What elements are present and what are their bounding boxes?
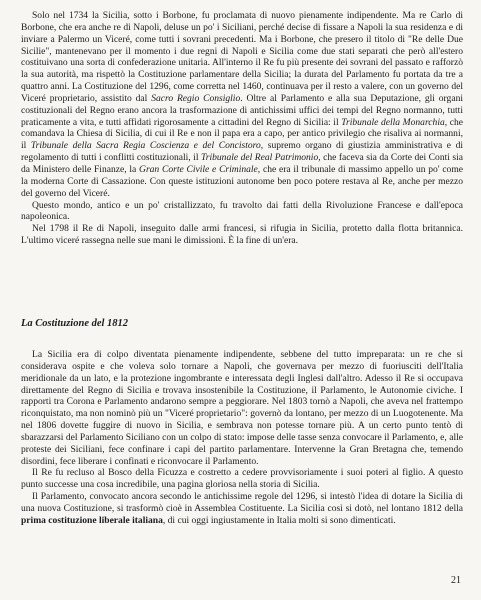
italic-term-gran-corte: Gran Corte Civile e Criminale	[139, 163, 258, 175]
italic-term-tribunale-monarchia: Tribunale della Monarchia	[341, 116, 445, 128]
paragraph-mondo-antico: Questo mondo, antico e un po' cristallizzato, fu travolto dai fatti della Rivoluzione Francese e dall'epoca napoleonica.	[21, 199, 463, 223]
section-borbone-text	[21, 10, 463, 247]
text-run: , supremo organo di giustizia amministrativa e di regolamento di tutti i conflitti costituzionali, il	[21, 140, 463, 164]
section-heading: La Costituzione del 1812	[21, 318, 129, 329]
text-run: , che faceva sia da Corte dei Conti sia da Ministero delle Finanze, la	[21, 152, 463, 175]
paragraph-borbone	[21, 10, 463, 200]
paragraph-parlamento	[21, 491, 463, 527]
section-costituzione-text	[21, 349, 463, 527]
paragraph-ficuzza: Il Re fu recluso al Bosco della Ficuzza e costretto a cedere provvisoriamente i suoi poteri al figlio. A questo punto successe una cosa incredibile, una pagina gloriosa nella storia di Sicilia.	[21, 467, 463, 491]
text-run: . Oltre al Parlamento e alla sua Deputazione, gli organi costituzionali del Regno erano ancora la trasformazione di antichissimi uffici dei tempi del Regno normanno, tutti praticamente a vita, e tutti affidati rigorosamente a cittadini del Regno di Sicilia: il	[21, 92, 463, 128]
page-number: 21	[451, 575, 461, 586]
text-run: , che comandava la Chiesa di Sicilia, di cui il Re e non il papa era a capo, per antico privilegio che risaliva ai normanni, il	[21, 116, 463, 152]
text-run: Solo nel 1734 la Sicilia, sotto i Borbone, fu proclamata di nuovo pienamente indipendente. Ma re Carlo di Borbone, che era anche re di Napoli, deluse un po' i Siciliani, perché decise di fissare a Napoli la sua residenza e di inviare a Palermo un Viceré, come tutti i sovrani precedenti. Ma i Borbone, che presero il titolo di "Re delle Due Sicilie", mantenevano per il momento i due regni di Napoli e Sicilia come due stati separati che però all'estero costituivano una sorta di confederazione unitaria. All'interno il Re fu più presente dei sovrani del passato e rafforzò la sua autorità, ma rispettò la Costituzione parlamentare della Sicilia; la durata del Parlamento fu portata da tre a quattro anni. La Costituzione del 1296, come corretta nel 1460, continuava per il resto a valere, con un governo del Viceré proprietario, assistito dal	[21, 10, 463, 104]
bold-prima-costituzione: prima costituzione liberale italiana	[21, 514, 163, 526]
paragraph-1798: Nel 1798 il Re di Napoli, inseguito dalle armi francesi, si rifugia in Sicilia, protetto dalla flotta britannica. L'ultimo viceré rassegna nelle sue mani le dimissioni. È la fine di un'era.	[21, 223, 463, 247]
text-run: , che era il tribunale di massimo appello un po' come la moderna Corte di Cassazione. Con queste istituzioni autonome ben poco potere restava al Re, anche per mezzo del governo del Viceré.	[21, 163, 463, 199]
italic-term-tribunale-coscienza: Tribunale della Sacra Regia Coscienza e del Concistoro	[30, 140, 261, 152]
text-run: Il Parlamento, convocato ancora secondo le antichissime regole del 1296, si intestò l'idea di dotare la Sicilia di una nuova Costituzione, si trasformò cioè in Assemblea Costituente. La Sicilia così si dotò, nel lontano 1812 della	[21, 491, 463, 514]
paragraph-indipendente: La Sicilia era di colpo diventata pienamente indipendente, sebbene del tutto impreparata: un re che si considerava ospite e che voleva solo tornare a Napoli, che governava per mezzo di fuoriusciti dell'Italia meridionale da un lato, e la protezione ingombrante e interessata degli Inglesi dall'altro. Adesso il Re si occupava direttamente del Regno di Sicilia e trovava insostenibile la Costituzione, il Parlamento, le Autonomie civiche. I rapporti tra Corona e Parlamento andarono sempre a peggiorare. Nel 1803 tornò a Napoli, che aveva nel frattempo riconquistato, ma non nominò più un "Viceré proprietario": governò da lontano, per mezzo di un Luogotenente. Ma nel 1806 dovette fuggire di nuovo in Sicilia, e sembrava non potesse tornare più. A un certo punto tentò di sbarazzarsi del Parlamento Siciliano con un colpo di stato: impose delle tasse senza convocare il Parlamento, e, alle proteste dei Siciliani, fece confinare i capi del partito parlamentare. Intervenne la Gran Bretagna che, temendo disordini, fece liberare i confinati e riconvocare il Parlamento.	[21, 349, 463, 467]
text-run: , di cui oggi ingiustamente in Italia molti si sono dimenticati.	[162, 514, 396, 526]
italic-term-tribunale-patrimonio: Tribunale del Real Patrimonio	[200, 152, 319, 164]
italic-term-sacro-regio-consiglio: Sacro Regio Consiglio	[151, 92, 241, 104]
